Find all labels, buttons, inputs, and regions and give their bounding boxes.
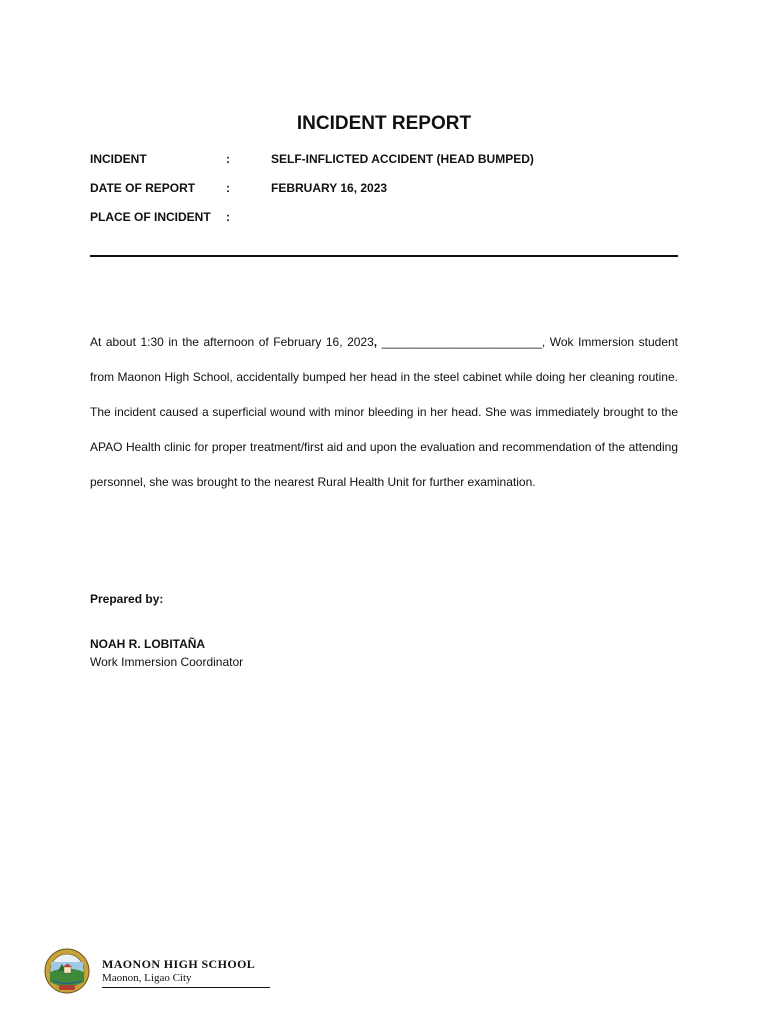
field-label: PLACE OF INCIDENT	[90, 210, 211, 224]
prepared-by-label: Prepared by:	[90, 592, 164, 606]
field-value: FEBRUARY 16, 2023	[271, 181, 388, 195]
field-colon: :	[226, 152, 230, 166]
header-divider	[90, 255, 678, 257]
body-rest: ________________________, Wok Immersion student from Maonon High School, accidentally bumped her head in the steel cabinet while doing her cleaning routine. The incident caused a superficial wound with minor bleeding in her head. She was immediately brought to the APAO Health clinic for proper treatment/first aid and upon the evaluation and recommendation of the attending personnel, she was brought to the nearest Rural Health Unit for further examination.	[90, 335, 678, 489]
field-label: INCIDENT	[90, 152, 147, 166]
school-address: Maonon, Ligao City	[102, 972, 192, 984]
school-footer	[44, 948, 284, 998]
document-title: INCIDENT REPORT	[296, 113, 472, 134]
body-intro: At about 1:30 in the afternoon of February 16, 2023	[90, 335, 374, 349]
report-body	[90, 325, 678, 500]
signatory-position: Work Immersion Coordinator	[90, 655, 244, 669]
field-colon: :	[226, 210, 230, 224]
body-comma: ,	[373, 335, 378, 349]
field-colon: :	[226, 181, 230, 195]
footer-divider	[102, 987, 270, 988]
school-name: MAONON HIGH SCHOOL	[102, 957, 256, 971]
signatory-name: NOAH R. LOBITAÑA	[90, 637, 206, 651]
field-value: SELF-INFLICTED ACCIDENT (HEAD BUMPED)	[271, 152, 534, 166]
field-label: DATE OF REPORT	[90, 181, 196, 195]
school-seal-icon	[44, 948, 90, 994]
